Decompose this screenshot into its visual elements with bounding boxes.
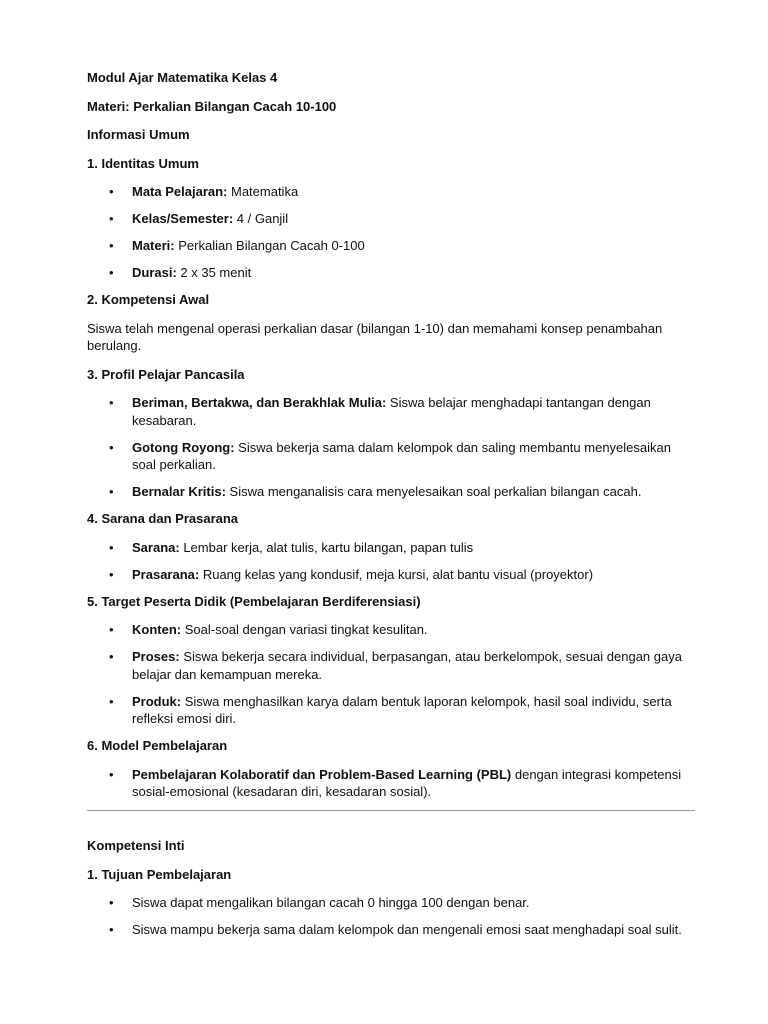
item-text: Siswa menganalisis cara menyelesaikan soal perkalian bilangan cacah. (225, 484, 642, 499)
bullet-icon: • (109, 211, 114, 226)
document-page (87, 69, 695, 948)
item-label: Durasi: (132, 265, 177, 280)
list-item (87, 483, 695, 501)
item-label: Mata Pelajaran: (132, 184, 228, 199)
bullet-icon: • (109, 895, 114, 910)
bullet-icon: • (109, 622, 114, 637)
kompetensi-awal-text: Siswa telah mengenal operasi perkalian dasar (bilangan 1-10) dan memahami konsep penambahan berulang. (87, 320, 663, 353)
heading-sarana-prasarana: 4. Sarana dan Prasarana (87, 511, 239, 526)
item-label: Materi: (132, 238, 175, 253)
materi-line: Materi: Perkalian Bilangan Cacah 10-100 (87, 98, 337, 114)
list-item (87, 394, 695, 429)
item-label: Pembelajaran Kolaboratif dan Problem-Based Learning (PBL) (132, 766, 512, 782)
bullet-icon: • (109, 566, 114, 582)
list-item (87, 539, 695, 557)
item-text: Soal-soal dengan variasi tingkat kesulitan. (181, 622, 428, 637)
item-text: Siswa bekerja secara individual, berpasangan, atau berkelompok, sesuai dengan gaya belajar dan kemampuan mereka. (132, 649, 682, 682)
bullet-icon: • (109, 265, 114, 280)
tujuan-pembelajaran-list (87, 894, 695, 939)
item-text: Perkalian Bilangan Cacah 0-100 (174, 238, 365, 253)
item-label: Produk: (132, 693, 182, 709)
bullet-icon: • (109, 922, 114, 937)
heading-tujuan-pembelajaran: 1. Tujuan Pembelajaran (87, 866, 232, 882)
list-item (87, 566, 695, 584)
profil-pelajar-list (87, 394, 695, 501)
list-item (87, 439, 695, 474)
item-text: 4 / Ganjil (233, 211, 289, 226)
item-label: Kelas/Semester: (132, 211, 234, 226)
item-text: Ruang kelas yang kondusif, meja kursi, alat bantu visual (proyektor) (199, 566, 594, 582)
item-text: Siswa belajar menghadapi tantangan dengan kesabaran. (132, 395, 651, 428)
bullet-icon: • (109, 766, 114, 782)
list-item (87, 693, 695, 728)
item-text: Siswa mampu bekerja sama dalam kelompok dan mengenali emosi saat menghadapi soal sulit. (132, 922, 682, 937)
document-title: Modul Ajar Matematika Kelas 4 (87, 70, 278, 85)
heading-profil-pelajar-pancasila: 3. Profil Pelajar Pancasila (87, 366, 245, 382)
item-text: Siswa bekerja sama dalam kelompok dan saling membantu menyelesaikan soal perkalian. (132, 439, 671, 472)
list-item (87, 264, 695, 282)
section-heading-informasi-umum: Informasi Umum (87, 127, 190, 142)
bullet-icon: • (109, 238, 114, 253)
bullet-icon: • (109, 184, 114, 199)
item-text: Siswa dapat mengalikan bilangan cacah 0 hingga 100 dengan benar. (132, 895, 530, 910)
list-item (87, 766, 695, 801)
heading-identitas-umum: 1. Identitas Umum (87, 155, 199, 171)
item-label: Bernalar Kritis: (132, 484, 226, 499)
model-pembelajaran-list (87, 766, 695, 801)
item-text: Matematika (227, 184, 299, 199)
item-label: Beriman, Bertakwa, dan Berakhlak Mulia: (132, 395, 387, 410)
item-label: Proses: (132, 649, 180, 664)
item-text: Siswa menghasilkan karya dalam bentuk laporan kelompok, hasil soal individu, serta refleksi emosi diri. (132, 693, 672, 726)
heading-model-pembelajaran: 6. Model Pembelajaran (87, 738, 228, 753)
item-text: dengan integrasi kompetensi sosial-emosional (kesadaran diri, kesadaran sosial). (132, 766, 682, 799)
item-text: 2 x 35 menit (176, 265, 252, 280)
item-label: Konten: (132, 622, 182, 637)
bullet-icon: • (109, 395, 114, 410)
bullet-icon: • (109, 439, 114, 455)
list-item (87, 237, 695, 255)
list-item (87, 921, 695, 939)
list-item (87, 210, 695, 228)
item-text: Lembar kerja, alat tulis, kartu bilangan, papan tulis (179, 539, 474, 555)
list-item (87, 621, 695, 639)
item-label: Prasarana: (132, 566, 200, 582)
item-label: Gotong Royong: (132, 439, 235, 455)
bullet-icon: • (109, 649, 114, 664)
identitas-umum-list (87, 183, 695, 282)
heading-kompetensi-awal: 2. Kompetensi Awal (87, 292, 210, 307)
section-heading-kompetensi-inti: Kompetensi Inti (87, 838, 185, 853)
list-item (87, 183, 695, 201)
target-peserta-didik-list (87, 621, 695, 728)
horizontal-divider (87, 810, 695, 811)
bullet-icon: • (109, 693, 114, 709)
heading-target-peserta-didik: 5. Target Peserta Didik (Pembelajaran Berdiferensiasi) (87, 593, 421, 609)
item-label: Sarana: (132, 539, 180, 555)
bullet-icon: • (109, 539, 114, 555)
list-item (87, 894, 695, 912)
bullet-icon: • (109, 484, 114, 499)
list-item (87, 648, 695, 683)
sarana-prasarana-list (87, 539, 695, 584)
